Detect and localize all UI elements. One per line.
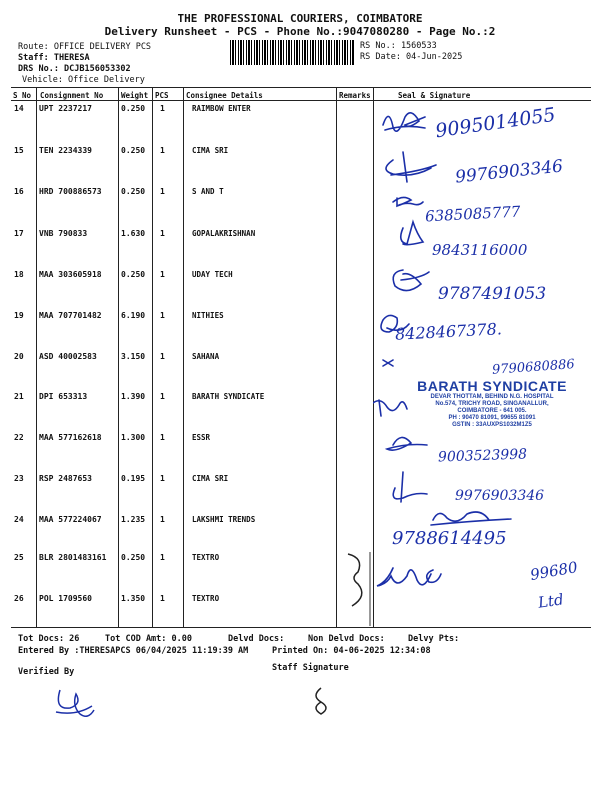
row-consignee: ESSR xyxy=(192,433,211,442)
row-consignment: TEN 2234339 xyxy=(39,146,92,155)
stamp-address-line: DEVAR THOTTAM, BEHIND N.G. HOSPITAL xyxy=(430,394,554,400)
printed-on: Printed On: 04-06-2025 12:34:08 xyxy=(272,646,431,656)
remarks-mark xyxy=(340,548,374,628)
row-consignee: UDAY TECH xyxy=(192,270,233,279)
document-title: THE PROFESSIONAL COURIERS, COIMBATORE xyxy=(177,12,423,25)
stamp-address-line: No.574, TRICHY ROAD, SINGANALLUR, xyxy=(435,401,549,407)
total-cod-amount: Tot COD Amt: 0.00 xyxy=(105,634,192,644)
column-header-weight: Weight xyxy=(121,91,149,100)
row-weight: 0.250 xyxy=(121,553,146,562)
row-consignment: BLR 2801483161 xyxy=(39,553,107,562)
signature-mark xyxy=(383,360,393,366)
row-weight: 3.150 xyxy=(121,352,146,361)
delivery-points: Delvy Pts: xyxy=(408,634,460,644)
column-header-sno: S No xyxy=(13,91,32,100)
delivered-docs: Delvd Docs: xyxy=(228,634,285,644)
row-pcs: 1 xyxy=(160,474,165,483)
signature-mark xyxy=(386,152,436,182)
table-bottom-rule xyxy=(11,627,591,628)
entered-by: Entered By :THERESAPCS 06/04/2025 11:19:39 AM xyxy=(18,646,249,656)
row-consignment: HRD 700886573 xyxy=(39,187,102,196)
column-header-consignment: Consignment No xyxy=(40,91,104,100)
row-consignment: MAA 577162618 xyxy=(39,433,102,442)
row-consignment: MAA 707701482 xyxy=(39,311,102,320)
column-header-pcs: PCS xyxy=(155,91,169,100)
total-docs: Tot Docs: 26 xyxy=(18,634,80,644)
row-sno: 21 xyxy=(14,392,24,401)
signature-mark xyxy=(401,222,423,245)
row-pcs: 1 xyxy=(160,392,165,401)
row-signature-text: 9843116000 xyxy=(432,241,528,259)
column-divider xyxy=(36,87,37,627)
signature-mark xyxy=(381,315,409,332)
verified-by-label: Verified By xyxy=(18,667,75,677)
row-consignment: POL 1709560 xyxy=(39,594,92,603)
company-stamp xyxy=(392,378,592,429)
row-sno: 16 xyxy=(14,187,24,196)
row-weight: 1.390 xyxy=(121,392,146,401)
signature-mark xyxy=(387,437,427,450)
row-weight: 1.630 xyxy=(121,229,146,238)
signature-mark xyxy=(431,512,511,525)
vehicle-label: Vehicle: Office Delivery xyxy=(22,75,145,85)
signature-mark xyxy=(377,568,441,586)
row-consignee: RAIMBOW ENTER xyxy=(192,104,251,113)
row-sno: 19 xyxy=(14,311,24,320)
row-sno: 25 xyxy=(14,553,24,562)
row-sno: 26 xyxy=(14,594,24,603)
row-signature-text: 6385085777 xyxy=(424,202,521,226)
signature-scribbles xyxy=(373,100,593,627)
row-consignee: NITHIES xyxy=(192,311,224,320)
column-header-consignee: Consignee Details xyxy=(186,91,263,100)
row-weight: 1.300 xyxy=(121,433,146,442)
row-sno: 24 xyxy=(14,515,24,524)
column-divider xyxy=(152,87,153,627)
row-consignee: S AND T xyxy=(192,187,224,196)
row-consignee: CIMA SRI xyxy=(192,146,229,155)
row-pcs: 1 xyxy=(160,146,165,155)
row-sno: 14 xyxy=(14,104,24,113)
rs-number: RS No.: 1560533 xyxy=(360,41,437,51)
signature-mark xyxy=(383,113,425,131)
row-signature-text: Ltd xyxy=(536,590,565,612)
row-sno: 22 xyxy=(14,433,24,442)
route-label: Route: OFFICE DELIVERY PCS xyxy=(18,42,152,52)
row-pcs: 1 xyxy=(160,311,165,320)
row-signature-text: 9976903346 xyxy=(454,156,564,188)
row-consignment: MAA 577224067 xyxy=(39,515,102,524)
rs-date: RS Date: 04-Jun-2025 xyxy=(360,52,463,62)
stamp-name: BARATH SYNDICATE xyxy=(417,378,567,394)
row-sno: 23 xyxy=(14,474,24,483)
row-signature-text: 9003523998 xyxy=(437,446,528,466)
column-divider xyxy=(118,87,119,627)
row-sno: 15 xyxy=(14,146,24,155)
row-weight: 0.250 xyxy=(121,270,146,279)
row-pcs: 1 xyxy=(160,433,165,442)
row-pcs: 1 xyxy=(160,104,165,113)
row-weight: 0.195 xyxy=(121,474,146,483)
row-consignee: SAHANA xyxy=(192,352,220,361)
barcode xyxy=(230,40,355,65)
signature-mark xyxy=(393,197,423,206)
row-signature-text: 9095014055 xyxy=(434,103,557,143)
row-weight: 6.190 xyxy=(121,311,146,320)
non-delivered-docs: Non Delvd Docs: xyxy=(308,634,385,644)
row-signature-text: 9790680886 xyxy=(491,357,576,378)
row-pcs: 1 xyxy=(160,553,165,562)
signature-mark xyxy=(393,270,429,291)
row-pcs: 1 xyxy=(160,187,165,196)
row-sno: 20 xyxy=(14,352,24,361)
column-divider xyxy=(336,87,337,627)
stamp-phone: PH : 90470 81091, 99655 81091 xyxy=(448,415,536,421)
table-top-rule xyxy=(11,87,591,88)
row-consignment: VNB 790833 xyxy=(39,229,88,238)
row-weight: 0.250 xyxy=(121,146,146,155)
row-consignment: MAA 303605918 xyxy=(39,270,102,279)
row-sno: 17 xyxy=(14,229,24,238)
signature-mark xyxy=(393,472,427,502)
staff-signature-mark xyxy=(305,684,335,718)
row-sno: 18 xyxy=(14,270,24,279)
row-signature-text: 9976903346 xyxy=(455,488,545,504)
column-header-remarks: Remarks xyxy=(339,91,371,100)
row-weight: 1.235 xyxy=(121,515,146,524)
row-signature-text: 99680 xyxy=(528,557,579,585)
document-subtitle: Delivery Runsheet - PCS - Phone No.:9047080280 - Page No.:2 xyxy=(104,25,496,38)
staff-label: Staff: THERESA xyxy=(18,53,90,63)
row-weight: 0.250 xyxy=(121,104,146,113)
row-consignee: GOPALAKRISHNAN xyxy=(192,229,256,238)
row-signature-text: 8428467378. xyxy=(394,319,503,344)
row-consignee: TEXTRO xyxy=(192,594,220,603)
row-pcs: 1 xyxy=(160,515,165,524)
column-divider xyxy=(183,87,184,627)
row-pcs: 1 xyxy=(160,594,165,603)
verifier-signature xyxy=(50,682,100,722)
row-consignment: UPT 2237217 xyxy=(39,104,92,113)
row-pcs: 1 xyxy=(160,352,165,361)
row-pcs: 1 xyxy=(160,229,165,238)
column-header-signature: Seal & Signature xyxy=(398,91,471,100)
row-consignee: BARATH SYNDICATE xyxy=(192,392,265,401)
row-signature-text: 9788614495 xyxy=(392,528,507,549)
row-consignee: TEXTRO xyxy=(192,553,220,562)
staff-signature-label: Staff Signature xyxy=(272,663,349,673)
row-weight: 0.250 xyxy=(121,187,146,196)
row-pcs: 1 xyxy=(160,270,165,279)
row-signature-text: 9787491053 xyxy=(438,284,547,304)
row-consignee: CIMA SRI xyxy=(192,474,229,483)
row-consignment: ASD 40002583 xyxy=(39,352,97,361)
row-weight: 1.350 xyxy=(121,594,146,603)
stamp-gstin: GSTIN : 33AUXPS1032M1Z5 xyxy=(452,422,532,428)
row-consignment: RSP 2487653 xyxy=(39,474,92,483)
stamp-address-line: COIMBATORE - 641 005. xyxy=(457,408,527,414)
row-consignment: DPI 653313 xyxy=(39,392,88,401)
drs-number: DRS No.: DCJB156053302 xyxy=(18,64,131,74)
row-consignee: LAKSHMI TRENDS xyxy=(192,515,256,524)
